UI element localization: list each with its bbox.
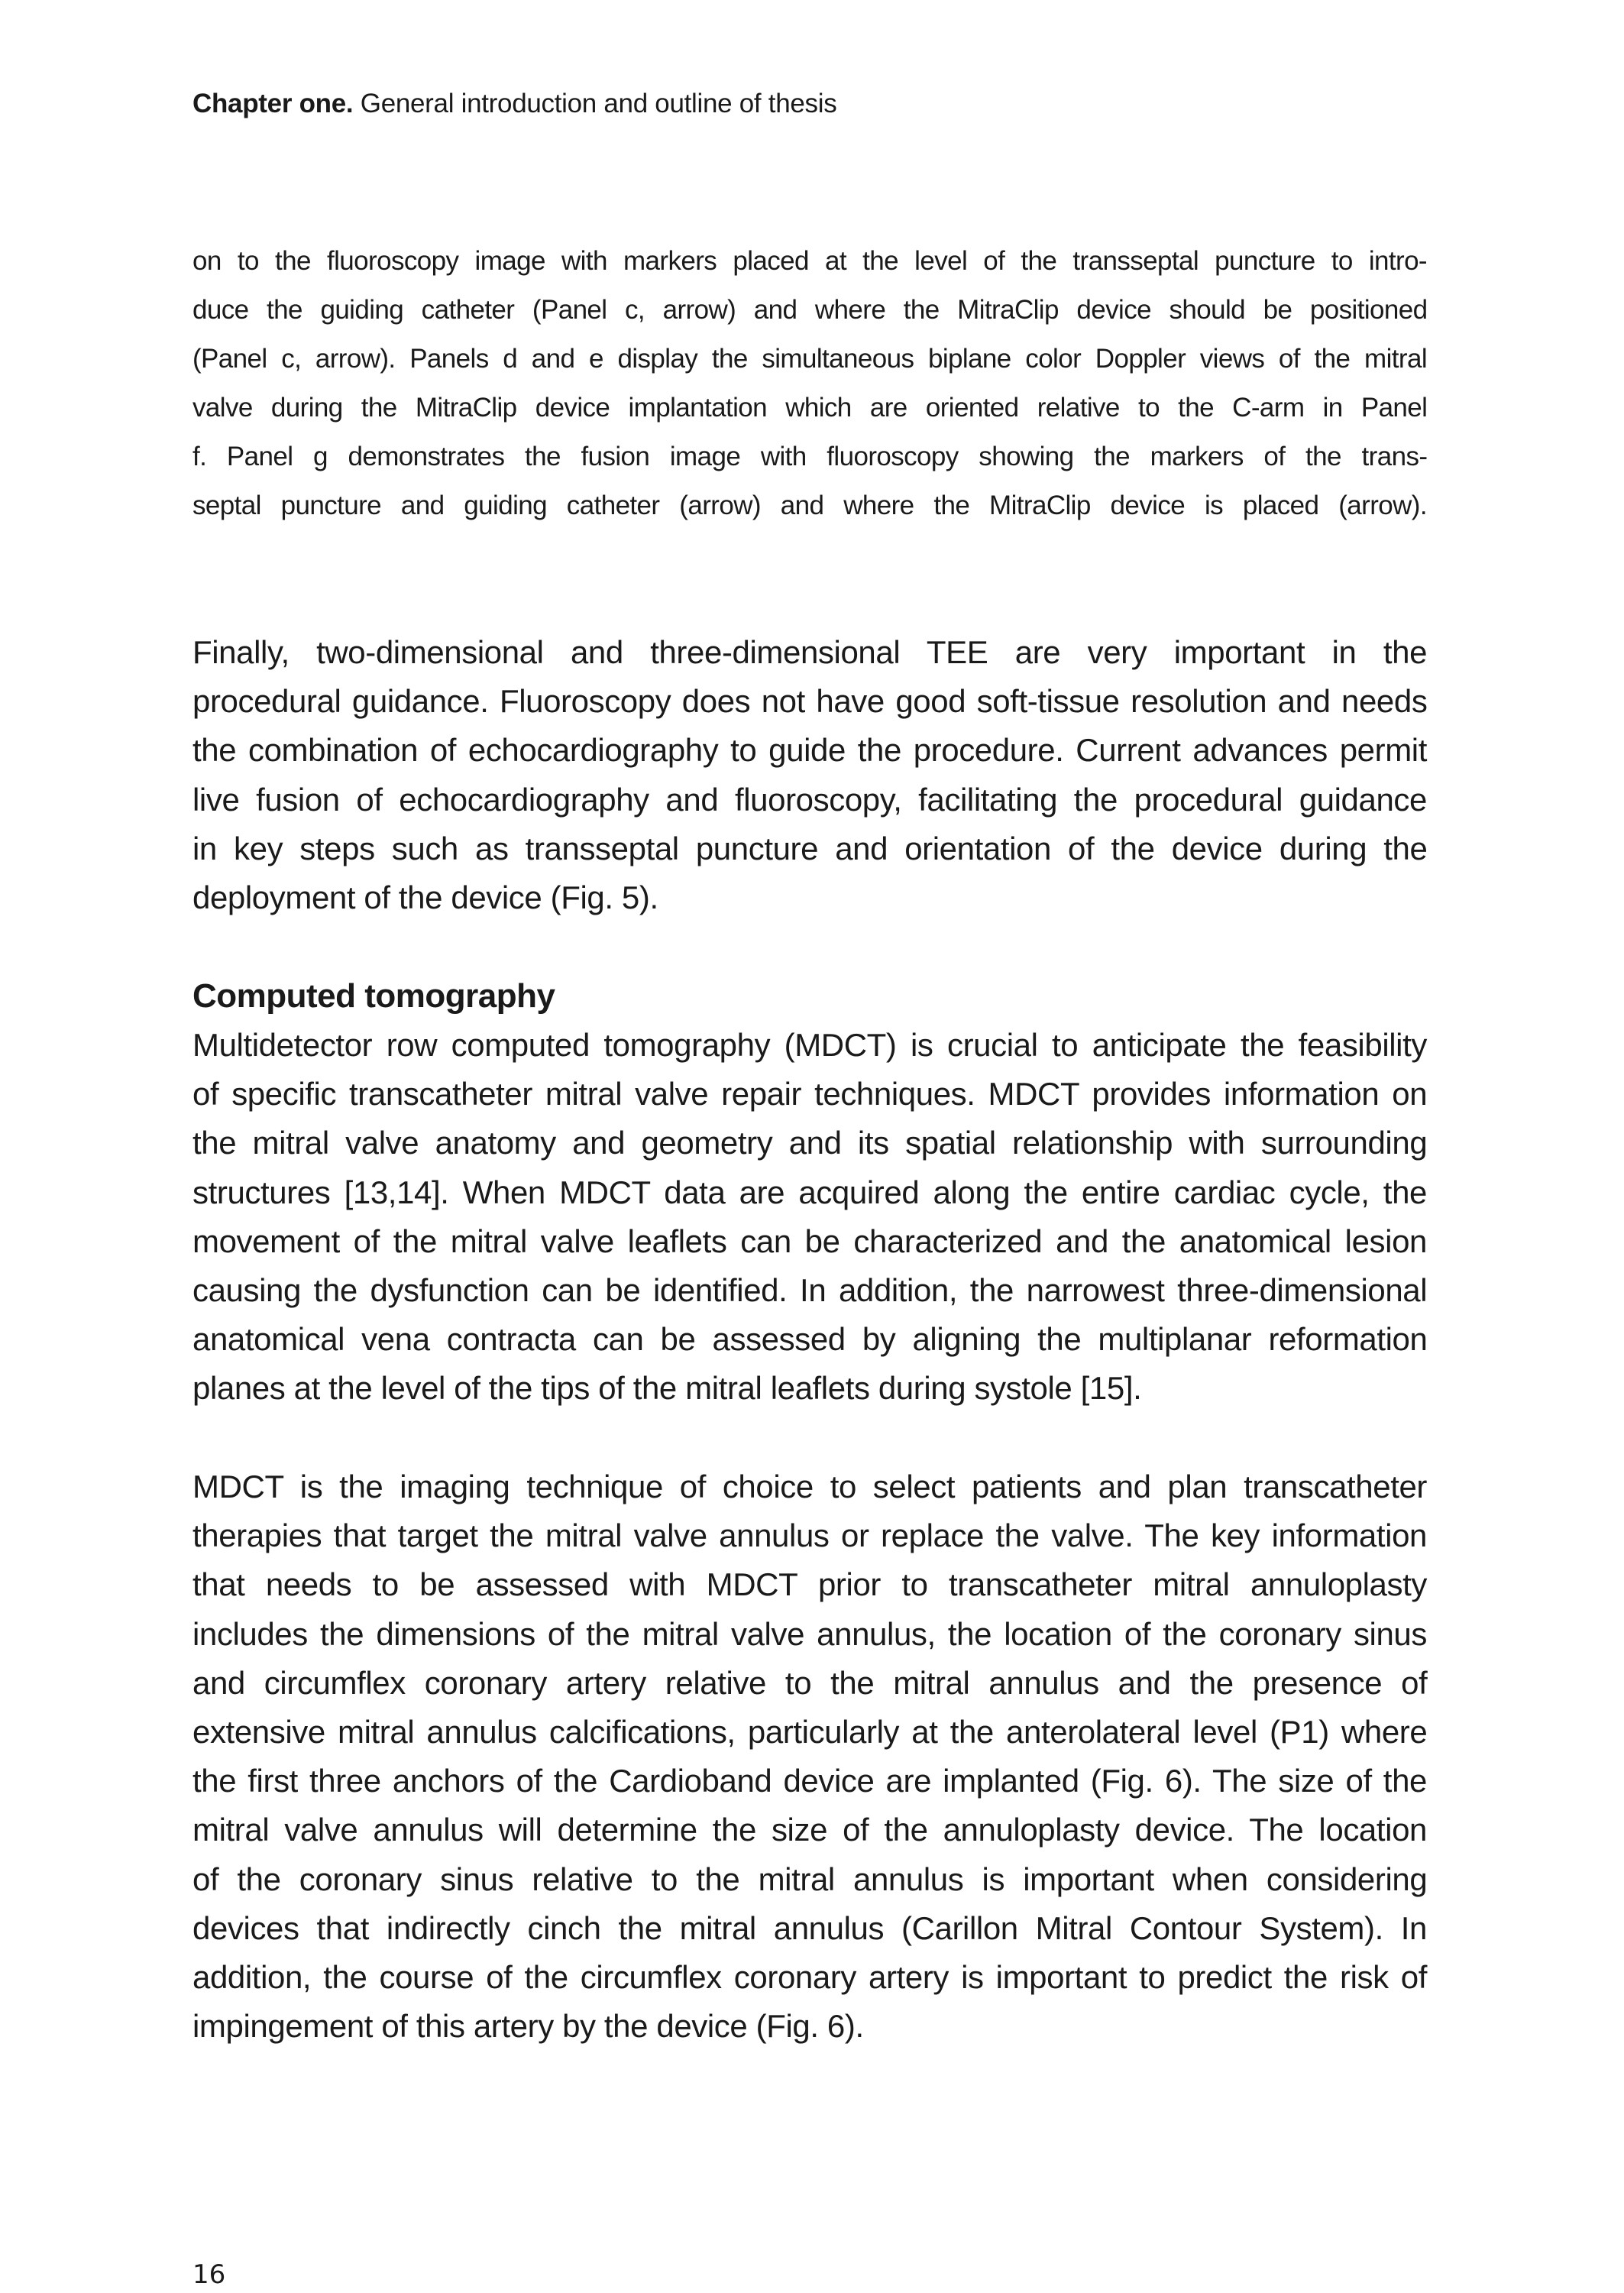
paragraph-line: movement of the mitral valve leaflets can be characterized and the anatomical lesion (192, 1223, 1427, 1259)
paragraph-line: Multidetector row computed tomography (MDCT) is crucial to anticipate the feasibility (192, 1027, 1427, 1063)
paragraph-line: includes the dimensions of the mitral valve annulus, the location of the coronary sinus (192, 1615, 1427, 1652)
caption-line: (Panel c, arrow). Panels d and e display the simultaneous biplane color Doppler views of the mitral (192, 344, 1427, 374)
paragraph-line: and circumflex coronary artery relative to the mitral annulus and the presence of (192, 1664, 1428, 1701)
paragraph-line: that needs to be assessed with MDCT prior to transcatheter mitral annuloplasty (192, 1566, 1427, 1603)
paragraph-line: the first three anchors of the Cardioband device are implanted (Fig. 6). The size of the (192, 1763, 1427, 1799)
paragraph-line: anatomical vena contracta can be assessed by aligning the multiplanar reformation (192, 1321, 1428, 1358)
page-number: 16 (192, 2259, 226, 2290)
paragraph-line: live fusion of echocardiography and fluoroscopy, facilitating the procedural guidance (192, 781, 1427, 818)
paragraph-line: Finally, two-dimensional and three-dimensional TEE are very important in the (192, 634, 1428, 670)
paragraph-line: structures [13,14]. When MDCT data are acquired along the entire cardiac cycle, the (192, 1174, 1427, 1210)
section-heading-computed-tomography: Computed tomography (192, 977, 555, 1015)
caption-line: on to the fluoroscopy image with markers placed at the level of the transseptal puncture to intro- (192, 246, 1427, 276)
paragraph-line: planes at the level of the tips of the mitral leaflets during systole [15]. (192, 1370, 1142, 1407)
caption-line: valve during the MitraClip device implantation which are oriented relative to the C-arm in Panel (192, 393, 1428, 423)
caption-line: septal puncture and guiding catheter (arrow) and where the MitraClip device is placed (arrow). (192, 491, 1427, 520)
paragraph-mdct-planning (192, 1462, 1427, 2051)
running-header (192, 86, 836, 122)
paragraph-line: therapies that target the mitral valve annulus or replace the valve. The key information (192, 1517, 1427, 1554)
paragraph-line: addition, the course of the circumflex coronary artery is important to predict the risk of (192, 1959, 1428, 1996)
figure-caption-continued (192, 237, 1427, 530)
caption-line: duce the guiding catheter (Panel c, arrow) and where the MitraClip device should be positioned (192, 295, 1428, 325)
paragraph-line: mitral valve annulus will determine the size of the annuloplasty device. The location (192, 1812, 1427, 1848)
paragraph-tee-guidance (192, 628, 1427, 922)
paragraph-line: extensive mitral annulus calcifications, particularly at the anterolateral level (P1) where (192, 1714, 1428, 1751)
paragraph-line: the mitral valve anatomy and geometry and its spatial relationship with surrounding (192, 1125, 1428, 1161)
chapter-label: Chapter one. (192, 89, 354, 118)
caption-line: f. Panel g demonstrates the fusion image with fluoroscopy showing the markers of the trans- (192, 442, 1428, 471)
paragraph-line: impingement of this artery by the device (Fig. 6). (192, 2008, 864, 2045)
paragraph-mdct-intro (192, 1021, 1427, 1414)
paragraph-line: of the coronary sinus relative to the mitral annulus is important when considering (192, 1861, 1428, 1897)
paragraph-line: MDCT is the imaging technique of choice to select patients and plan transcatheter (192, 1469, 1428, 1504)
paragraph-line: in key steps such as transseptal puncture and orientation of the device during the (192, 830, 1428, 866)
paragraph-line: the combination of echocardiography to guide the procedure. Current advances permit (192, 732, 1427, 769)
paragraph-line: causing the dysfunction can be identified. In addition, the narrowest three-dimensional (192, 1272, 1428, 1309)
paragraph-line: deployment of the device (Fig. 5). (192, 879, 658, 916)
paragraph-line: devices that indirectly cinch the mitral annulus (Carillon Mitral Contour System). In (192, 1909, 1427, 1946)
chapter-title: General introduction and outline of thesis (360, 89, 837, 118)
paragraph-line: procedural guidance. Fluoroscopy does not have good soft-tissue resolution and needs (192, 683, 1428, 720)
paragraph-line: of specific transcatheter mitral valve repair techniques. MDCT provides information on (192, 1076, 1428, 1112)
